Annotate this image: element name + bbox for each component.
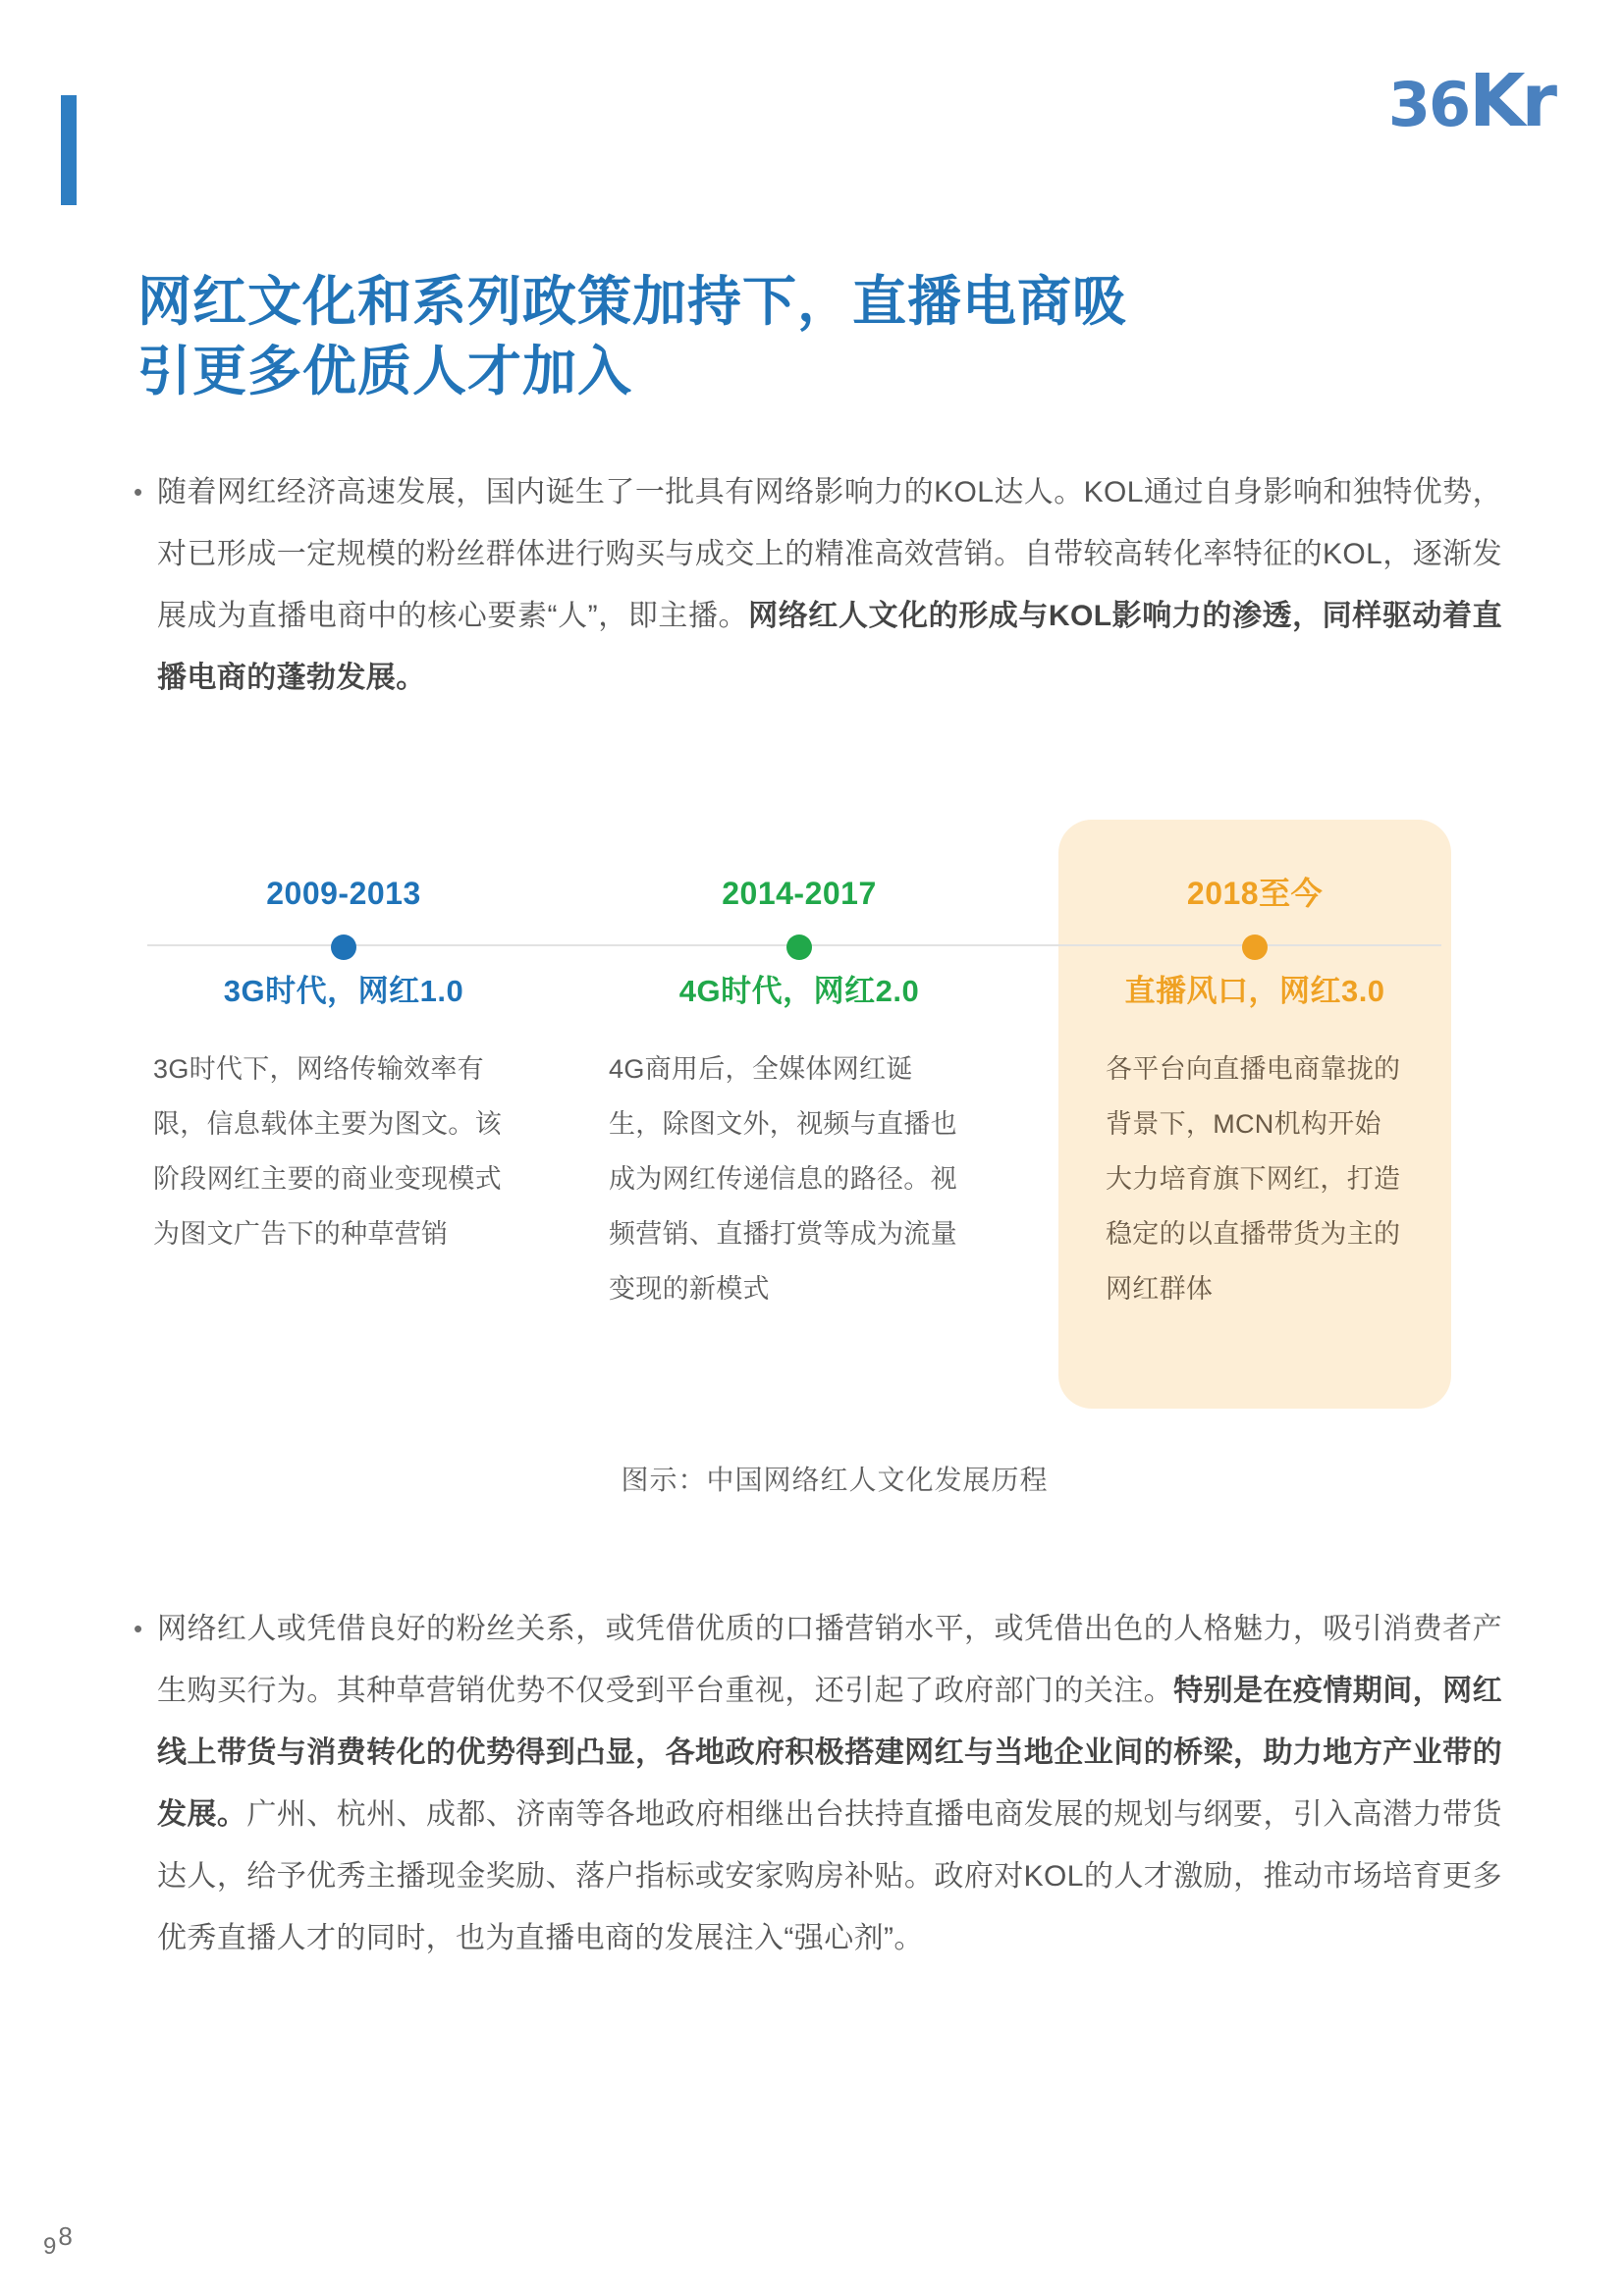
timeline-node-row-3 bbox=[1100, 909, 1422, 976]
body-paragraph-two bbox=[128, 1598, 1502, 1969]
paragraph-two-text bbox=[157, 1598, 1502, 1969]
title-accent-bar bbox=[61, 95, 77, 205]
bullet-marker-icon: • bbox=[134, 1614, 143, 1643]
brand-logo-36kr bbox=[1387, 59, 1553, 143]
paragraph-one-text bbox=[157, 461, 1502, 709]
timeline-period-1: 2009-2013 bbox=[266, 876, 421, 911]
timeline-stage-3: 直播风口，网红3.0 bbox=[1124, 974, 1385, 1008]
timeline-columns bbox=[147, 795, 1522, 1443]
timeline-description-2: 4G商用后，全媒体网红诞生，除图文外，视频与直播也成为网红传递信息的路径。视频营销、直播打赏等成为流量变现的新模式 bbox=[609, 1054, 957, 1304]
timeline-column-1 bbox=[147, 795, 540, 1443]
paragraph-one-bold: 网络红人文化的形成与KOL影响力的渗透，同样驱动着直播电商的蓬勃发展。 bbox=[157, 600, 1502, 694]
brand-logo-suffix: Kr bbox=[1469, 59, 1553, 143]
timeline-column-2 bbox=[603, 795, 996, 1443]
timeline-period-2: 2014-2017 bbox=[722, 876, 877, 911]
timeline-description-1: 3G时代下，网络传输效率有限，信息载体主要为图文。该阶段网红主要的商业变现模式为图文广告下的种草营销 bbox=[153, 1054, 502, 1249]
timeline-description-3: 各平台向直播电商靠拢的背景下，MCN机构开始大力培育旗下网红，打造稳定的以直播带货为主的网红群体 bbox=[1106, 1054, 1401, 1304]
body-paragraph-one bbox=[128, 461, 1502, 709]
brand-logo-prefix: 36 bbox=[1387, 69, 1470, 140]
timeline-figure bbox=[147, 795, 1522, 1443]
bullet-marker-icon: • bbox=[134, 477, 143, 507]
paragraph-two-bold: 特别是在疫情期间，网红线上带货与消费转化的优势得到凸显，各地政府积极搭建网红与当地企业间的桥梁，助力地方产业带的发展。 bbox=[157, 1675, 1502, 1831]
page-title: 网红文化和系列政策加持下，直播电商吸引更多优质人才加入 bbox=[137, 270, 1128, 402]
page-number-value: 9 bbox=[43, 2233, 57, 2260]
timeline-column-3 bbox=[1058, 795, 1451, 1443]
timeline-stage-2: 4G时代，网红2.0 bbox=[678, 974, 920, 1008]
paragraph-two-tail: 广州、杭州、成都、济南等各地政府相继出台扶持直播电商发展的规划与纲要，引入高潜力带货达人，给予优秀主播现金奖励、落户指标或安家购房补贴。政府对KOL的人才激励，推动市场培育更多优秀直播人才的同时，也为直播电商的发展注入“强心剂”。 bbox=[157, 1798, 1502, 1954]
timeline-period-3: 2018至今 bbox=[1186, 876, 1324, 911]
paragraph-one-lead: 随着网红经济高速发展，国内诞生了一批具有网络影响力的KOL达人。KOL通过自身影响和独特优势，对已形成一定规模的粉丝群体进行购买与成交上的精准高效营销。自带较高转化率特征的KOL，逐渐发展成为直播电商中的核心要素“人”，即主播。 bbox=[157, 476, 1502, 632]
page-number bbox=[43, 2221, 73, 2261]
timeline-node-dot-2 bbox=[786, 934, 812, 960]
page-number-alt-value: 8 bbox=[58, 2221, 73, 2251]
timeline-node-dot-1 bbox=[331, 934, 356, 960]
timeline-stage-1: 3G时代，网红1.0 bbox=[223, 974, 464, 1008]
figure-caption: 图示：中国网络红人文化发展历程 bbox=[621, 1465, 1049, 1495]
timeline-node-row-2 bbox=[603, 909, 996, 976]
timeline-node-dot-3 bbox=[1242, 934, 1268, 960]
timeline-node-row-1 bbox=[147, 909, 540, 976]
paragraph-two-lead: 网络红人或凭借良好的粉丝关系，或凭借优质的口播营销水平，或凭借出色的人格魅力，吸引消费者产生购买行为。其种草营销优势不仅受到平台重视，还引起了政府部门的关注。 bbox=[157, 1613, 1502, 1707]
